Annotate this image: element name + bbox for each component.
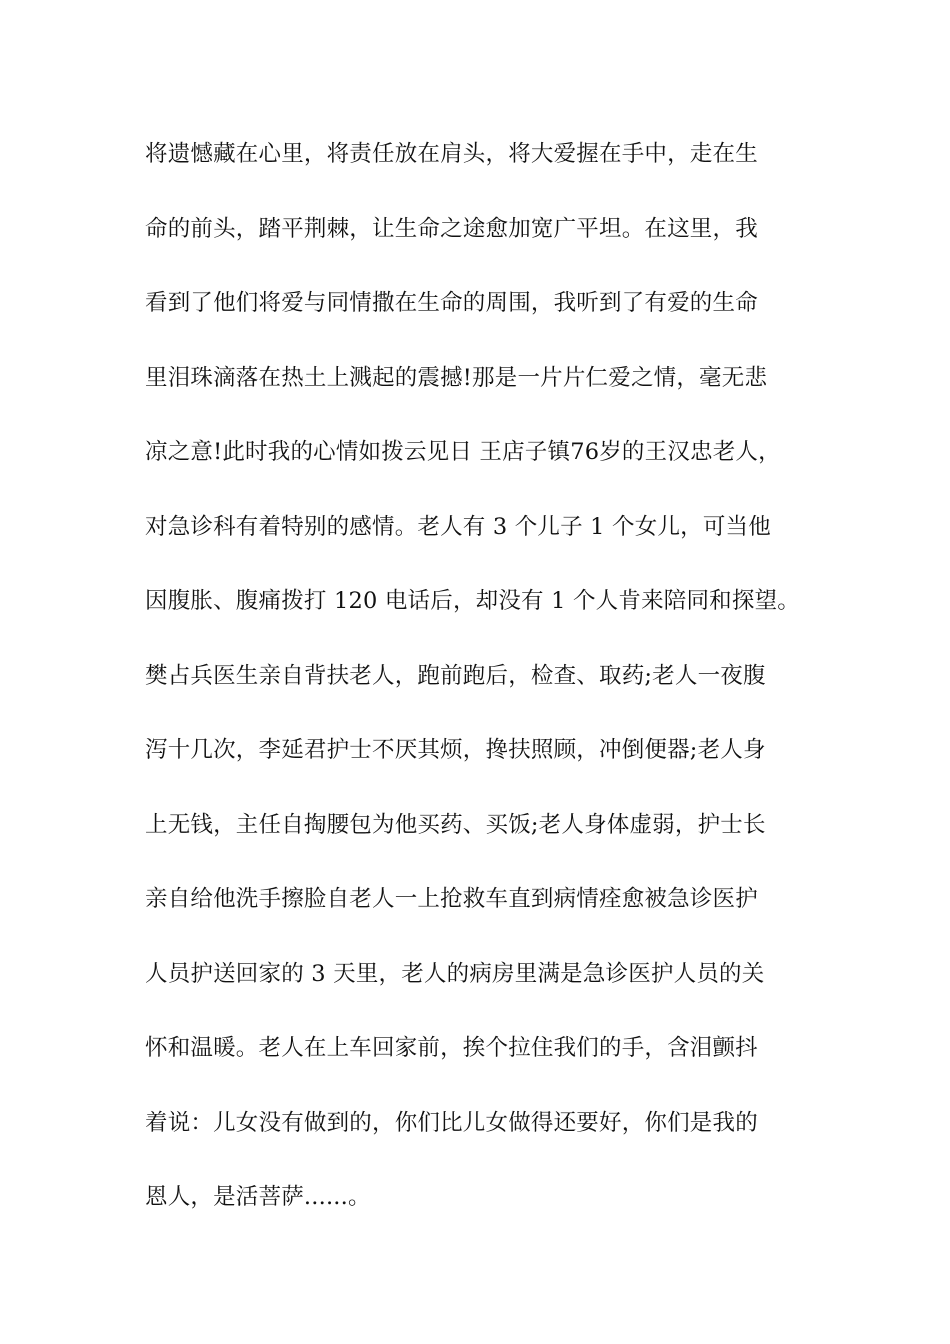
text-line: 凉之意!此时我的心情如拨云见日 王店子镇76岁的王汉忠老人， xyxy=(145,439,781,465)
text-line: 将遗憾藏在心里，将责任放在肩头，将大爱握在手中，走在生 xyxy=(145,141,758,167)
text-line: 看到了他们将爱与同情撒在生命的周围，我听到了有爱的生命 xyxy=(145,290,758,316)
text-line: 人员护送回家的 3 天里，老人的病房里满是急诊医护人员的关 xyxy=(145,960,765,987)
text-line: 上无钱，主任自掏腰包为他买药、买饭;老人身体虚弱，护士长 xyxy=(145,811,766,838)
text-line: 里泪珠滴落在热土上溅起的震撼!那是一片片仁爱之情，毫无悲 xyxy=(145,364,768,391)
text-line: 命的前头，踏平荆棘，让生命之途愈加宽广平坦。在这里，我 xyxy=(145,215,758,242)
body-text xyxy=(145,131,825,1249)
text-line: 恩人，是活菩萨......。 xyxy=(145,1184,371,1210)
text-line: 对急诊科有着特别的感情。老人有 3 个儿子 1 个女儿，可当他 xyxy=(145,513,771,540)
text-line: 怀和温暖。老人在上车回家前，挨个拉住我们的手，含泪颤抖 xyxy=(145,1035,758,1061)
text-line: 因腹胀、腹痛拨打 120 电话后，却没有 1 个人肯来陪同和探望。 xyxy=(145,588,800,614)
text-line: 樊占兵医生亲自背扶老人，跑前跑后，检查、取药;老人一夜腹 xyxy=(145,662,766,689)
text-line: 泻十几次，李延君护士不厌其烦，搀扶照顾，冲倒便器;老人身 xyxy=(145,737,766,763)
text-line: 着说：儿女没有做到的，你们比儿女做得还要好，你们是我的 xyxy=(145,1109,758,1136)
text-line: 亲自给他洗手擦脸自老人一上抢救车直到病情痊愈被急诊医护 xyxy=(145,886,758,912)
